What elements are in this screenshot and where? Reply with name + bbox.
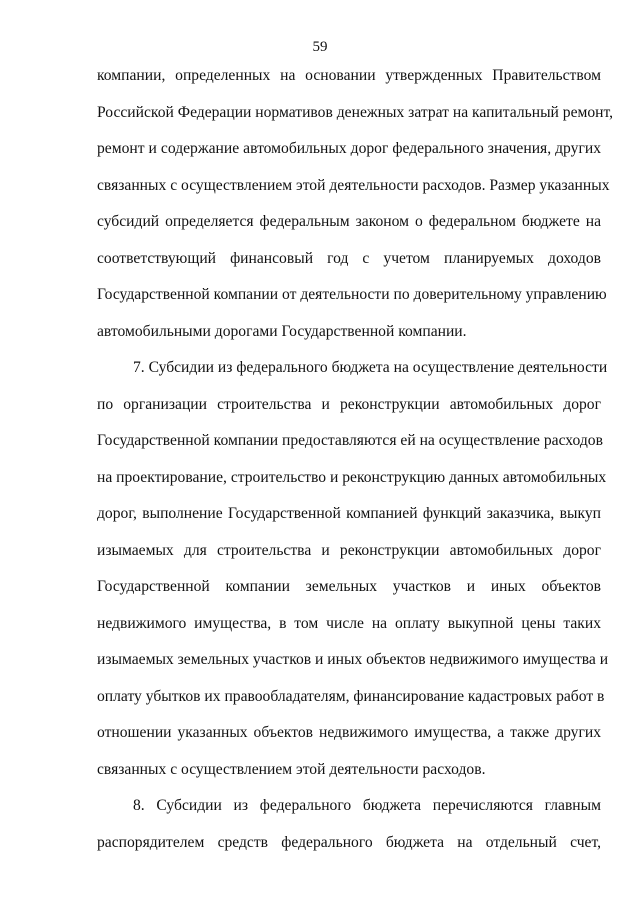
paragraph-item-8 — [97, 792, 601, 865]
text-line: 7. Субсидии из федерального бюджета на осуществление деятельности — [133, 359, 608, 376]
text-line: изымаемых земельных участков и иных объектов недвижимого имущества и — [97, 651, 609, 668]
text-line: ремонт и содержание автомобильных дорог федерального значения, других — [97, 140, 601, 157]
page-number: 59 — [312, 39, 328, 55]
text-line: Государственной компании от деятельности по доверительному управлению — [97, 286, 607, 303]
text-line: соответствующий финансовый год с учетом планируемых доходов — [97, 249, 601, 267]
text-line: Государственной компании земельных участков и иных объектов — [97, 578, 601, 595]
text-line: на проектирование, строительство и реконструкцию данных автомобильных — [97, 468, 607, 486]
text-line: связанных с осуществлением этой деятельности расходов. Размер указанных — [97, 176, 610, 194]
text-line: распорядителем средств федерального бюджета на отдельный счет, — [97, 833, 601, 851]
text-line: оплату убытков их правообладателям, финансирование кадастровых работ в — [97, 687, 605, 705]
text-line: недвижимого имущества, в том числе на оплату выкупной цены таких — [97, 614, 601, 632]
text-line: Российской Федерации нормативов денежных затрат на капитальный ремонт, — [97, 103, 614, 121]
text-line: Государственной компании предоставляются ей на осуществление расходов — [97, 432, 603, 449]
text-line: связанных с осуществлением этой деятельности расходов. — [97, 760, 486, 778]
text-line: компании, определенных на основании утвержденных Правительством — [97, 67, 601, 84]
text-line: дорог, выполнение Государственной компанией функций заказчика, выкуп — [97, 505, 601, 522]
text-line: 8. Субсидии из федерального бюджета перечисляются главным — [133, 797, 601, 814]
text-line: изымаемых для строительства и реконструкции автомобильных дорог — [97, 541, 601, 559]
text-line: субсидий определяется федеральным законом о федеральном бюджете на — [97, 213, 601, 230]
text-line: по организации строительства и реконструкции автомобильных дорог — [97, 395, 601, 413]
document-body — [97, 62, 614, 865]
paragraph-continuation — [97, 62, 614, 354]
text-line: автомобильными дорогами Государственной компании. — [97, 322, 467, 340]
text-line: отношении указанных объектов недвижимого имущества, а также других — [97, 724, 601, 741]
paragraph-item-7 — [97, 354, 609, 792]
